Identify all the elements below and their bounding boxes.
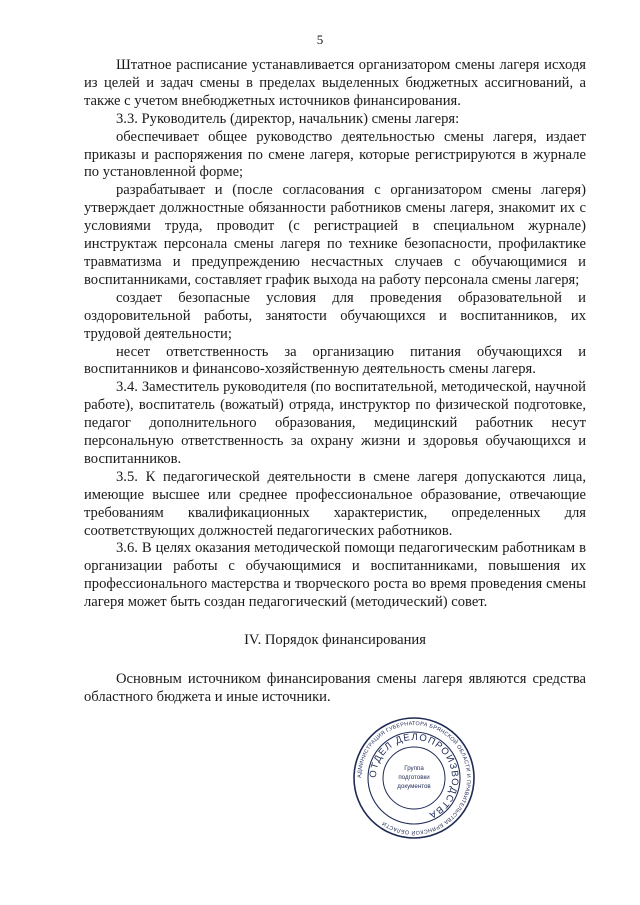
paragraph: 3.3. Руководитель (директор, начальник) смены лагеря:: [116, 110, 460, 127]
paragraph: Штатное расписание устанавливается организатором смены лагеря исходя из целей и задач смены в пределах выделенных бюджетных ассигнований, а также с учетом внебюджетных источников финансирования.: [84, 57, 586, 109]
paragraph: создает безопасные условия для проведения образовательной и оздоровительной работы, занятости обучающихся и воспитанников, их трудовой деятельности;: [84, 289, 586, 342]
paragraph: 3.4. Заместитель руководителя (по воспитательной, методической, научной работе), воспитатель (вожатый) отряда, инструктор по физической подготовке, педагог дополнительного образования, медицинский работник несут персональную ответственность за охрану жизни и здоровья обучающихся и воспитанников.: [84, 379, 586, 467]
stamp-ring-text: ОТДЕЛ ДЕЛОПРОИЗВОДСТВА: [367, 731, 461, 821]
paragraph: обеспечивает общее руководство деятельностью смены лагеря, издает приказы и распоряжения по смене лагеря, которые регистрируются в журнале по установленной форме;: [84, 128, 586, 181]
stamp-center-line: Группа: [404, 765, 424, 772]
paragraph: несет ответственность за организацию питания обучающихся и воспитанников и финансово-хозяйственную деятельность смены лагеря.: [84, 343, 586, 378]
closing-paragraph: Основным источником финансирования смены лагеря являются средства областного бюджета и иные источники.: [84, 671, 586, 705]
paragraph: 3.6. В целях оказания методической помощи педагогическим работникам в организации работы с обучающимися и воспитанниками, повышения их профессионального мастерства и творческого роста во время проведения смены лагеря может быть создан педагогический (методический) совет.: [84, 540, 586, 611]
office-stamp: [352, 716, 476, 840]
paragraph: 3.5. К педагогической деятельности в смене лагеря допускаются лица, имеющие высшее или среднее профессиональное образование, отвечающие требованиям квалификационных характеристик, определенных для соответствующих должностей педагогических работников.: [84, 468, 586, 539]
stamp-outer-text: АДМИНИСТРАЦИЯ ГУБЕРНАТОРА БРЯНСКОЙ ОБЛАСТИ И ПРАВИТЕЛЬСТВА БРЯНСКОЙ ОБЛАСТИ: [356, 720, 472, 836]
stamp-center-line: подготовки: [398, 774, 430, 781]
stamp-seal-icon: [352, 716, 476, 840]
section-heading: IV. Порядок финансирования: [244, 632, 426, 649]
document-body: [84, 57, 586, 707]
page-number: 5: [316, 32, 324, 47]
paragraph: разрабатывает и (после согласования с организатором смены лагеря) утверждает должностные обязанности работников смены лагеря, знакомит их с условиями труда, проводит (с регистрацией в специальном журнале) инструктаж персонала смены лагеря по технике безопасности, профилактике травматизма и предупреждению несчастных случаев с обучающимися и воспитанниками, составляет график выхода на работу персонала смены лагеря;: [84, 182, 586, 288]
stamp-center-line: документов: [397, 783, 431, 790]
